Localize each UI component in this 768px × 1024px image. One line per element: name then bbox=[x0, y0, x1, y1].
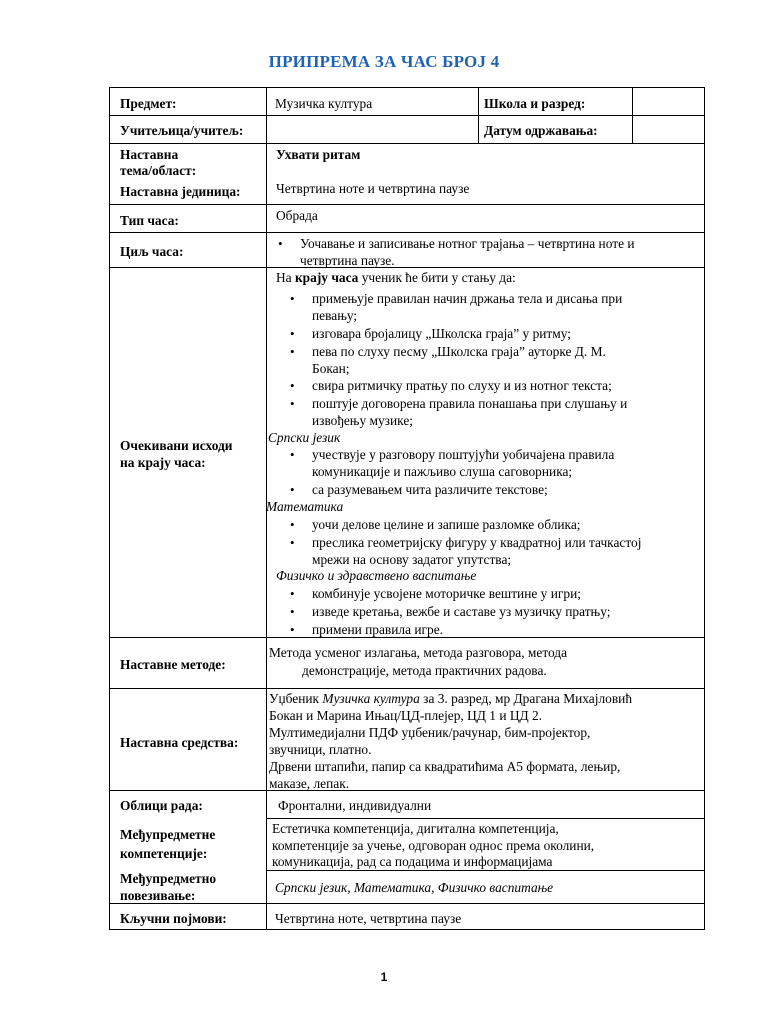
lesson-type-label: Тип часа: bbox=[120, 213, 179, 228]
competences-label: Међупредметне bbox=[120, 827, 216, 842]
school-grade-label: Школа и разред: bbox=[484, 96, 586, 111]
subject-value: Музичка култура bbox=[275, 96, 373, 111]
resources-line-2: Бокан и Марина Ињац/ЦД-плејер, ЦД 1 и ЦД 2. bbox=[269, 708, 543, 723]
topic-value: Ухвати ритам bbox=[276, 147, 361, 162]
resources-line-3: Мултимедијални ПДФ уџбеник/рачунар, бим-пројектор, bbox=[269, 725, 591, 740]
correlation-value: Српски језик, Математика, Физичко васпитање bbox=[275, 880, 554, 895]
key-terms-value: Четвртина ноте, четвртина паузе bbox=[275, 911, 462, 926]
outcome-item: • пева по слуху песму „Школска граја” ауторке Д. М. Бокан; bbox=[312, 343, 606, 377]
teacher-label: Учитељица/учитељ: bbox=[120, 123, 244, 138]
outcomes-label-2: на крају часа: bbox=[120, 455, 206, 470]
outcome-item: • уочи делове целине и запише разломке облика; bbox=[312, 516, 581, 533]
key-terms-label: Кључни појмови: bbox=[120, 911, 227, 926]
lesson-type-value: Обрада bbox=[276, 208, 318, 223]
resources-line-4: звучници, платно. bbox=[269, 742, 372, 757]
competences-label-2: компетенције: bbox=[120, 846, 208, 861]
outcome-item: • преслика геометријску фигуру у квадратној или тачкастој мрежи на основу задатог упутства; bbox=[312, 534, 641, 568]
page-title: ПРИПРЕМА ЗА ЧАС БРОЈ 4 bbox=[268, 52, 500, 71]
outcome-item: • учествује у разговору поштујући уобичајена правила комуникације и пажљиво слуша саговорника; bbox=[312, 446, 614, 480]
outcome-item: • изведе кретања, вежбе и саставе уз музичку пратњу; bbox=[312, 603, 610, 620]
unit-label: Наставна јединица: bbox=[120, 184, 241, 199]
resources-label: Наставна средства: bbox=[120, 735, 239, 750]
work-forms-value: Фронтални, индивидуални bbox=[278, 798, 432, 813]
methods-line-2: демонстрације, метода практичних радова. bbox=[302, 663, 547, 678]
subheading-pe: Физичко и здравствено васпитање bbox=[276, 568, 477, 583]
outcome-item: • свира ритмичку пратњу по слуху и из нотног текста; bbox=[312, 377, 612, 394]
competences-line-3: комуникација, рад са подацима и информацијама bbox=[272, 854, 553, 869]
subheading-math: Математика bbox=[266, 499, 344, 514]
goal-item: • Уочавање и записивање нотног трајања – четвртина ноте и четвртина паузе. bbox=[300, 235, 700, 269]
outcome-item: • примени правила игре. bbox=[312, 621, 443, 638]
resources-line-5: Дрвени штапићи, папир са квадратићима А5 формата, лењир, bbox=[269, 759, 621, 774]
resources-line-6: маказе, лепак. bbox=[269, 776, 350, 791]
goal-label: Циљ часа: bbox=[120, 244, 184, 259]
outcome-item: • са разумевањем чита различите текстове; bbox=[312, 481, 548, 498]
subject-label: Предмет: bbox=[120, 96, 177, 111]
outcomes-label: Очекивани исходи bbox=[120, 438, 233, 453]
methods-label: Наставне методе: bbox=[120, 657, 226, 672]
competences-line-2: компетенције за учење, одговоран однос према околини, bbox=[272, 838, 595, 853]
outcomes-intro: На крају часа ученик ће бити у стању да: bbox=[276, 270, 516, 285]
resources-line-1: Уџбеник Музичка култура за 3. разред, мр Драгана Михајловић bbox=[269, 691, 633, 706]
outcome-item: • комбинује усвојене моторичке вештине у игри; bbox=[312, 585, 581, 602]
competences-line-1: Естетичка компетенција, дигитална компетенција, bbox=[272, 821, 559, 836]
page-number: 1 bbox=[380, 970, 388, 984]
subheading-serbian: Српски језик bbox=[268, 430, 341, 445]
unit-value: Четвртина ноте и четвртина паузе bbox=[276, 181, 470, 196]
work-forms-label: Облици рада: bbox=[120, 798, 203, 813]
topic-label: Наставна bbox=[120, 147, 179, 162]
outcome-item: • изговара бројалицу „Школска граја” у ритму; bbox=[312, 325, 571, 342]
outcome-item: • поштује договорена правила понашања при слушању и извођењу музике; bbox=[312, 395, 627, 429]
correlation-label-2: повезивање: bbox=[120, 888, 196, 903]
correlation-label: Међупредметно bbox=[120, 871, 217, 886]
outcome-item: • примењује правилан начин држања тела и дисања при певању; bbox=[312, 290, 622, 324]
date-label: Датум одржавања: bbox=[484, 123, 598, 138]
topic-label-2: тема/област: bbox=[120, 163, 197, 178]
methods-line-1: Метода усменог излагања, метода разговора, метода bbox=[269, 645, 568, 660]
